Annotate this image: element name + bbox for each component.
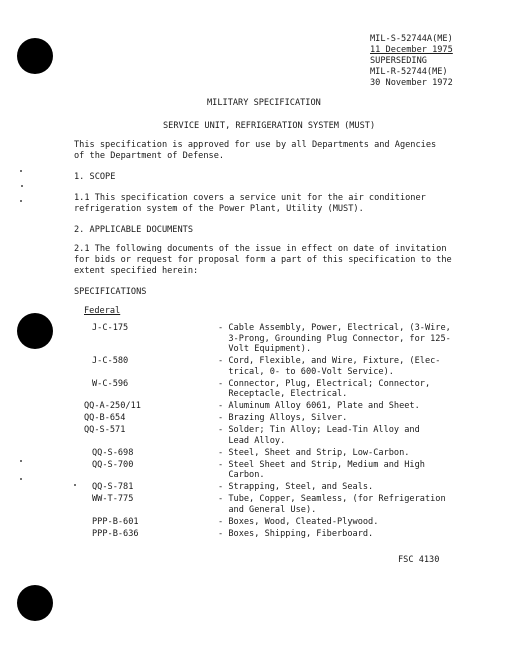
spec-row xyxy=(84,460,484,481)
spec-code: QQ-B-654 xyxy=(84,413,126,424)
spec-row xyxy=(84,323,484,355)
spec-description: - Connector, Plug, Electrical; Connector, Receptacle, Electrical. xyxy=(218,378,431,400)
doc-title-line2: SERVICE UNIT, REFRIGERATION SYSTEM (MUST) xyxy=(163,121,376,131)
approval-line2: of the Department of Defense. xyxy=(74,151,225,161)
punch-hole-top xyxy=(17,38,53,74)
spec-code: PPP-B-601 xyxy=(92,517,139,527)
spec-row xyxy=(84,356,484,377)
superseded-id: MIL-R-52744(ME) xyxy=(370,67,448,77)
spec-row xyxy=(84,529,484,540)
spec-code: QQ-S-698 xyxy=(92,447,134,458)
scan-speck xyxy=(20,200,22,202)
spec-row xyxy=(84,448,484,459)
doc-title-line1: MILITARY SPECIFICATION xyxy=(207,98,321,108)
spec-description: - Cord, Flexible, and Wire, Fixture, (Elec- trical, 0- to 600-Volt Service). xyxy=(218,356,441,377)
scan-speck xyxy=(21,185,23,187)
spec-description: - Steel, Sheet and Strip, Low-Carbon. xyxy=(218,447,410,458)
superseding-label: SUPERSEDING xyxy=(370,56,427,66)
scan-speck xyxy=(20,460,22,462)
spec-code: QQ-S-700 xyxy=(92,459,134,470)
punch-hole-bottom xyxy=(17,585,53,621)
spec-code: QQ-S-781 xyxy=(92,482,134,493)
spec-description: - Strapping, Steel, and Seals. xyxy=(218,482,374,493)
scan-speck xyxy=(74,484,76,486)
spec-row xyxy=(84,401,484,412)
federal-spec-list xyxy=(84,323,484,541)
spec-row xyxy=(84,517,484,528)
spec-row xyxy=(84,413,484,424)
spec-code: QQ-S-571 xyxy=(84,425,126,436)
spec-code: J-C-580 xyxy=(92,356,129,367)
punch-hole-middle xyxy=(17,313,53,349)
applicable-para-line1: 2.1 The following documents of the issue in effect on date of invitation xyxy=(74,244,447,254)
spec-code: WW-T-775 xyxy=(92,494,134,505)
scope-para-line1: 1.1 This specification covers a service unit for the air conditioner xyxy=(74,193,426,203)
applicable-para-line3: extent specified herein: xyxy=(74,266,199,276)
applicable-para-line2: for bids or request for proposal form a part of this specification to the xyxy=(74,255,452,265)
spec-description: - Solder; Tin Alloy; Lead-Tin Alloy and Lead Alloy. xyxy=(218,425,420,446)
spec-code: QQ-A-250/11 xyxy=(84,401,141,412)
spec-description: - Aluminum Alloy 6061, Plate and Sheet. xyxy=(218,401,420,412)
scan-speck xyxy=(20,478,22,480)
federal-heading: Federal xyxy=(84,306,121,316)
spec-row xyxy=(84,425,484,446)
spec-description: - Boxes, Wood, Cleated-Plywood. xyxy=(218,517,379,527)
fsc-code: FSC 4130 xyxy=(398,555,440,565)
scan-speck xyxy=(20,170,22,172)
spec-description: - Steel Sheet and Strip, Medium and High Carbon. xyxy=(218,459,425,481)
spec-code: J-C-175 xyxy=(92,323,129,333)
doc-id: MIL-S-52744A(ME) xyxy=(370,34,453,44)
spec-row xyxy=(84,379,484,400)
spec-description: - Brazing Alloys, Silver. xyxy=(218,413,348,424)
scope-heading: 1. SCOPE xyxy=(74,172,116,182)
scope-para-line2: refrigeration system of the Power Plant, Utility (MUST). xyxy=(74,204,364,214)
spec-row xyxy=(84,482,484,493)
spec-description: - Tube, Copper, Seamless, (for Refrigeration and General Use). xyxy=(218,494,446,516)
spec-description: - Boxes, Shipping, Fiberboard. xyxy=(218,528,374,539)
superseded-date: 30 November 1972 xyxy=(370,78,453,88)
specifications-heading: SPECIFICATIONS xyxy=(74,287,147,297)
doc-date: 11 December 1975 xyxy=(370,45,453,55)
spec-code: W-C-596 xyxy=(92,378,129,389)
applicable-heading: 2. APPLICABLE DOCUMENTS xyxy=(74,225,193,235)
spec-description: - Cable Assembly, Power, Electrical, (3-Wire, 3-Prong, Grounding Plug Connector, for 125- Volt Equipment). xyxy=(218,323,451,355)
spec-code: PPP-B-636 xyxy=(92,528,139,539)
approval-line1: This specification is approved for use by all Departments and Agencies xyxy=(74,140,437,150)
spec-row xyxy=(84,494,484,515)
